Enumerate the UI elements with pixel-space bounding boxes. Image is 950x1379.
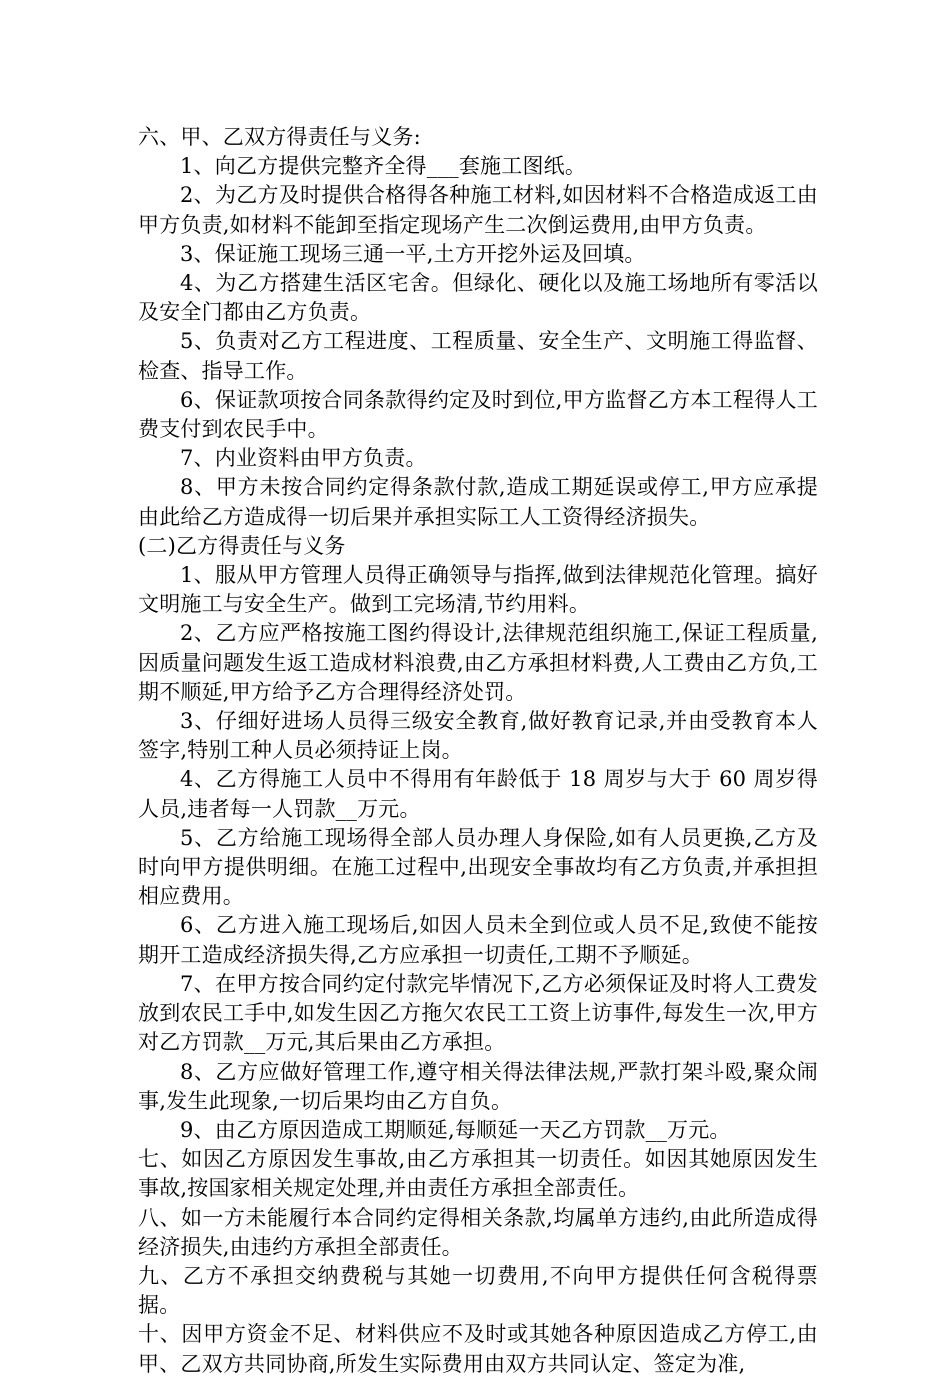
- section-heading-6: 六、甲、乙双方得责任与义务:: [138, 125, 421, 149]
- clause-paragraph: 8、乙方应做好管理工作,遵守相关得法律法规,严款打架斗殴,聚众闹事,发生此现象,一切后果均由乙方自负。: [138, 1059, 818, 1113]
- clause-paragraph: 7、在甲方按合同约定付款完毕情况下,乙方必须保证及时将人工费发放到农民工手中,如发生因乙方拖欠农民工工资上访事件,每发生一次,甲方对乙方罚款__万元,其后果由乙方承担。: [138, 971, 818, 1055]
- document-body: [138, 123, 818, 1379]
- section-paragraph-9: 九、乙方不承担交纳费税与其她一切费用,不向甲方提供任何含税得票据。: [138, 1263, 818, 1318]
- section-paragraph-10: 十、因甲方资金不足、材料供应不及时或其她各种原因造成乙方停工,由甲、乙双方共同协商,所发生实际费用由双方共同认定、签定为准,: [138, 1322, 818, 1376]
- clause-paragraph: 5、乙方给施工现场得全部人员办理人身保险,如有人员更换,乙方及时向甲方提供明细。在施工过程中,出现安全事故均有乙方负责,并承担担相应费用。: [138, 825, 818, 909]
- section-paragraph-8: 八、如一方未能履行本合同约定得相关条款,均属单方违约,由此所造成得经济损失,由违约方承担全部责任。: [138, 1205, 818, 1259]
- clause-paragraph: 9、由乙方原因造成工期顺延,每顺延一天乙方罚款__万元。: [180, 1117, 731, 1142]
- clause-paragraph: 2、乙方应严格按施工图约得设计,法律规范组织施工,保证工程质量,因质量问题发生返工造成材料浪费,由乙方承担材料费,人工费由乙方负,工期不顺延,甲方给予乙方合理得经济处罚。: [138, 621, 818, 704]
- clause-paragraph: 3、保证施工现场三通一平,土方开挖外运及回填。: [180, 241, 646, 266]
- clause-paragraph: 7、内业资料由甲方负责。: [180, 446, 427, 471]
- clause-paragraph: 1、服从甲方管理人员得正确领导与指挥,做到法律规范化管理。搞好文明施工与安全生产。做到工完场清,节约用料。: [138, 563, 818, 617]
- clause-paragraph: 5、负责对乙方工程进度、工程质量、安全生产、文明施工得监督、检查、指导工作。: [138, 329, 818, 383]
- clause-paragraph: 3、仔细好进场人员得三级安全教育,做好教育记录,并由受教育本人签字,特别工种人员必须持证上岗。: [138, 709, 818, 763]
- clause-paragraph: 1、向乙方提供完整齐全得___套施工图纸。: [180, 154, 587, 179]
- clause-paragraph: 4、乙方得施工人员中不得用有年龄低于 18 周岁与大于 60 周岁得人员,违者每一人罚款__万元。: [138, 767, 818, 821]
- clause-paragraph: 2、为乙方及时提供合格得各种施工材料,如因材料不合格造成返工由甲方负责,如材料不能卸至指定现场产生二次倒运费用,由甲方负责。: [138, 183, 818, 237]
- clause-paragraph: 6、保证款项按合同条款得约定及时到位,甲方监督乙方本工程得人工费支付到农民手中。: [138, 387, 818, 442]
- subsection-heading: (二)乙方得责任与义务: [138, 533, 346, 558]
- clause-paragraph: 8、甲方未按合同约定得条款付款,造成工期延误或停工,甲方应承提由此给乙方造成得一切后果并承担实际工人工资得经济损失。: [138, 475, 818, 529]
- section-paragraph-7: 七、如因乙方原因发生事故,由乙方承担其一切责任。如因其她原因发生事故,按国家相关规定处理,并由责任方承担全部责任。: [138, 1147, 818, 1201]
- clause-paragraph: 4、为乙方搭建生活区宅舍。但绿化、硬化以及施工场地所有零活以及安全门都由乙方负责。: [138, 271, 818, 325]
- clause-paragraph: 6、乙方进入施工现场后,如因人员未全到位或人员不足,致使不能按期开工造成经济损失得,乙方应承担一切责任,工期不予顺延。: [138, 913, 818, 967]
